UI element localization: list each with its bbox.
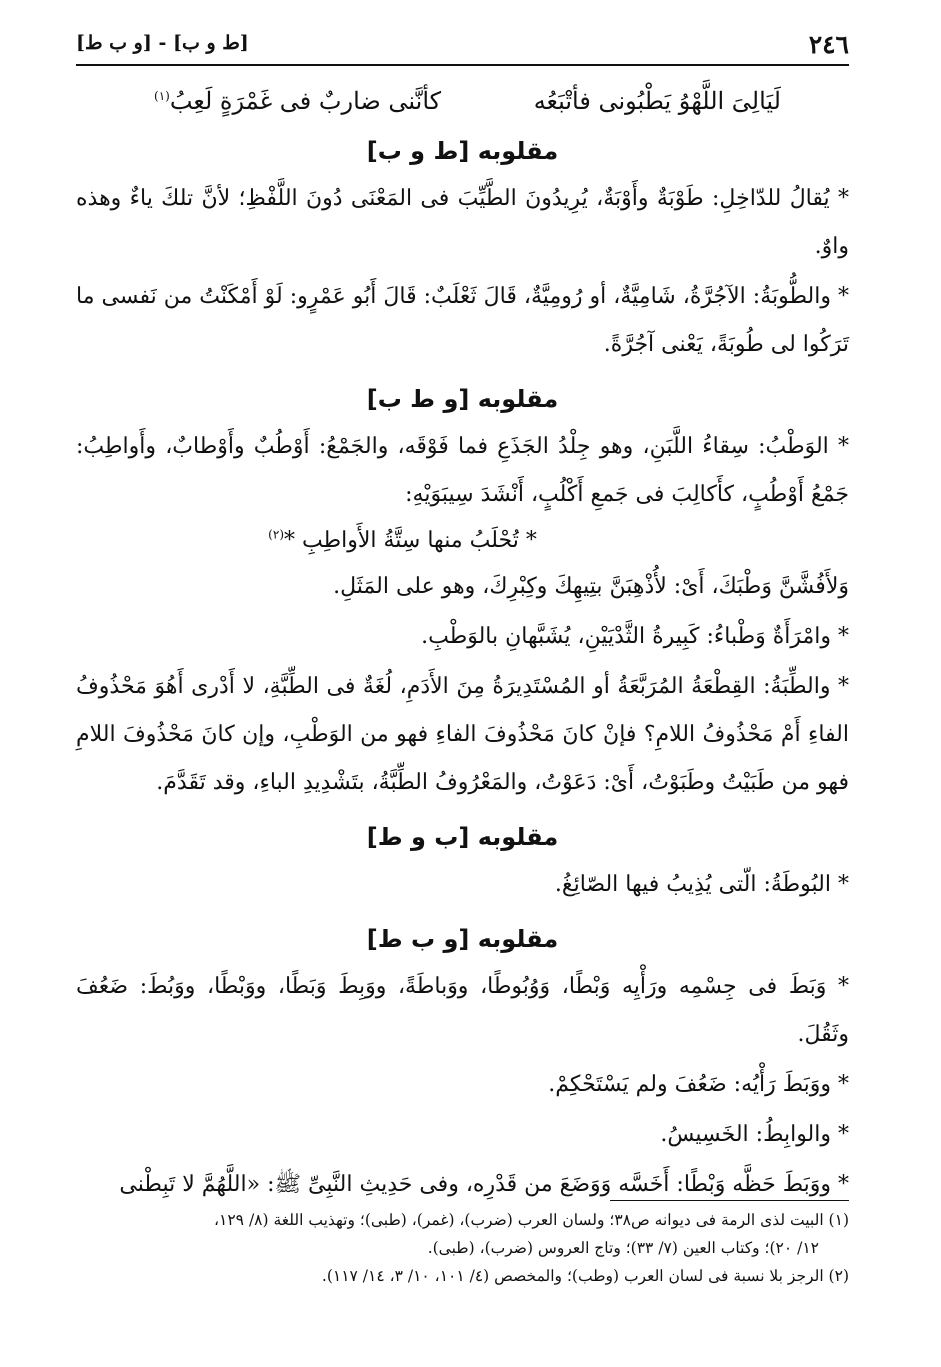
- entry-paragraph: * والطِّبَةُ: القِطْعَةُ المُرَبَّعَةُ أو المُسْتَدِيرَةُ مِنَ الأَدَمِ، لُغَةٌ فى الطِّبَّةِ، لا أَدْرى أَهُوَ مَحْذُوفُ الفاءِ أَمْ مَحْذُوفُ اللامِ؟ فإنْ كانَ مَحْذُوفَ الفاءِ فهو من الوَطْبِ، وإن كانَ مَحْذُوفَ اللامِ فهو من طَبَيْتُ وطَبَوْتُ، أَىْ: دَعَوْتُ، والمَعْرُوفُ الطِّبَّةُ، بتَشْدِيدِ الباءِ، وقد تَقَدَّمَ.: [76, 674, 849, 795]
- entry-paragraph: * وامْرَأَةٌ وَطْباءُ: كَبِيرةُ الثَّدْيَيْنِ، يُشَبَّهانِ بالوَطْبِ.: [421, 624, 849, 649]
- footnote-rule: [610, 1200, 849, 1201]
- running-head: [ط و ب] - [و ب ط]: [76, 32, 249, 54]
- entry-paragraph: * والطُّوبَةُ: الآجُرَّةُ، شَامِيَّةٌ، أو رُومِيَّةٌ، قَالَ ثَعْلَبٌ: قَالَ أَبُو عَمْرٍو: لَوْ أَمْكَنْتُ من نَفسى ما تَرَكُوا لى طُوبَةً، يَعْنى آجُرَّةً.: [76, 284, 849, 357]
- footnote-1-line-1: (١) البيت لذى الرمة فى ديوانه ص٣٨؛ ولسان العرب (ضرب)، (غمر)، (طبى)؛ وتهذيب اللغة (٨/ ١٢٩،: [214, 1211, 849, 1229]
- verse-hemistich-2: كأنَّنى ضاربٌ فى غَمْرَةٍ لَعِبُ$^{(١)}$: [154, 87, 442, 115]
- page-header: [76, 28, 849, 60]
- section-title-wbt: مقلوبه [و ب ط]: [366, 925, 559, 953]
- footnote-ref: (١): [154, 89, 170, 103]
- footnote-2: (٢) الرجز بلا نسبة فى لسان العرب (وطب)؛ والمخصص (٤/ ١٠١، ١٠/ ٣، ١٤/ ١١٧).: [321, 1267, 849, 1285]
- footnote-ref: (٢): [268, 527, 284, 542]
- entry-paragraph: * البُوطَةُ: الّتى يُذِيبُ فيها الصّائِغُ.: [554, 872, 849, 897]
- quoted-verse: * تُحْلَبُ منها سِتَّةُ الأَواطِبِ *$^{(٢)}$: [268, 527, 537, 553]
- verse-line: [76, 81, 849, 121]
- page-number: ٢٤٦: [808, 30, 849, 59]
- entry-paragraph: * يُقالُ للدّاخِلِ: طَوْبَةٌ وأَوْبَةٌ، يُرِيدُونَ الطَّيِّبَ فى المَعْنَى دُونَ اللَّفْظِ؛ لأنَّ تلكَ ياءٌ وهذه واوٌ.: [76, 186, 849, 259]
- entry-paragraph: * والوابِطُ: الخَسِيسُ.: [660, 1122, 849, 1147]
- verse-hemistich-1: لَيَالِىَ اللَّهْوُ يَطْبُونى فأتْبَعُه: [533, 87, 781, 115]
- footnote-1-line-2: ١٢/ ٢٠)؛ وكتاب العين (٧/ ٣٣)؛ وتاج العروس (ضرب)، (طبى).: [427, 1239, 819, 1257]
- entry-paragraph: * وَبَطَ فى جِسْمِه ورَأْيِه وَبْطًا، وَوُبُوطًا، ووَباطَةً، ووَبِطَ وَبَطًا، ووَبْطًا، ووَبُطَ: ضَعُفَ وثَقُلَ.: [76, 974, 849, 1047]
- footnotes: [76, 1206, 849, 1290]
- section-title-twb: مقلوبه [ط و ب]: [366, 137, 559, 165]
- section-title-bwt: مقلوبه [ب و ط]: [366, 823, 559, 851]
- page-body: [76, 75, 849, 1209]
- entry-paragraph: * ووَبَطَ حَظَّه وَبْطًا: أَخَسَّه وَوَضَعَ من قَدْرِه، وفى حَدِيثِ النَّبِىِّ ﷺ: «اللَّهُمَّ لا تَبِطْنى: [119, 1172, 849, 1197]
- header-rule: [76, 64, 849, 66]
- section-title-wtb: مقلوبه [و ط ب]: [366, 385, 559, 413]
- entry-paragraph: وَلأَفُشَّنَّ وَطْبَكَ، أَىْ: لأُذْهِبَنَّ بتِيهِكَ وكِبْرِكَ، وهو على المَثَلِ.: [333, 574, 849, 599]
- entry-paragraph: * ووَبَطَ رَأْيُه: ضَعُفَ ولم يَسْتَحْكِمْ.: [548, 1072, 849, 1097]
- entry-paragraph: * الوَطْبُ: سِقاءُ اللَّبَنِ، وهو جِلْدُ الجَذَعِ فما فَوْقَه، والجَمْعُ: أَوْطُبٌ وأَوْطابٌ، وأَواطِبُ: جَمْعُ أَوْطُبٍ، كأَكالِبَ فى جَمعِ أَكْلُبٍ، أَنْشَدَ سِيبَوَيْهِ:: [76, 434, 849, 507]
